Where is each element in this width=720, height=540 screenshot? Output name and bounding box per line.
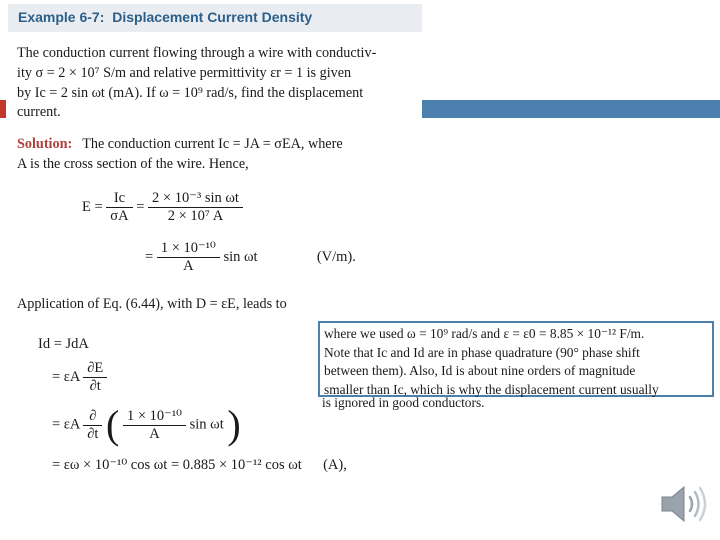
eq2-inner-den: A [123, 425, 186, 443]
solution-text-1: The conduction current Ic = JA = σEA, where [82, 136, 343, 152]
eq2-line3-pre: = εA [52, 416, 80, 433]
eq2-line4-units: (A), [323, 457, 347, 473]
equation-field-2 [145, 240, 356, 275]
right-paren: ) [227, 402, 241, 447]
eq1-units: (V/m). [316, 248, 356, 265]
left-paren: ( [106, 402, 120, 447]
eq2-partial-den: ∂t [83, 377, 107, 395]
note-line-4: smaller than Ic, which is why the displacement current usually [324, 381, 659, 397]
equation-field [82, 190, 243, 225]
eq1-f2-den: 2 × 10⁷ A [148, 207, 243, 225]
eq1-frac-1 [106, 190, 132, 225]
note-line-5: is ignored in good conductors. [322, 395, 485, 410]
eq1-lhs: E = [82, 198, 103, 215]
eq2-line4-text: = εω × 10⁻¹⁰ cos ωt = 0.885 × 10⁻¹² cos ωt [52, 457, 302, 473]
eq1-f1-num: Ic [113, 190, 126, 206]
problem-line-3: by Ic = 2 sin ωt (mA). If ω = 10⁹ rad/s, find the displacement [17, 85, 364, 101]
eq1-f2-num: 2 × 10⁻³ sin ωt [152, 190, 239, 206]
note-line-3: between them). Also, Id is about nine orders of magnitude [324, 363, 636, 378]
note-line-2: Note that Ic and Id are in phase quadrature (90° phase shift [324, 344, 640, 360]
eq1-frac-3 [157, 240, 220, 275]
solution-line-2: A is the cross section of the wire. Hence, [17, 156, 249, 172]
example-title [18, 9, 312, 25]
eq1-f3-den: A [157, 257, 220, 275]
eq2-inner-num: 1 × 10⁻¹⁰ [126, 407, 182, 424]
note-box [318, 321, 714, 397]
eq1-frac-2 [148, 190, 243, 225]
eq1-equals-2: = [145, 248, 154, 265]
eq2-inner-frac [123, 408, 186, 443]
eq2-line-2 [52, 360, 107, 395]
eq1-f3-num: 1 × 10⁻¹⁰ [160, 240, 216, 256]
problem-line-4: current. [17, 104, 61, 120]
eq2-derivative-frac [83, 408, 102, 443]
eq2-line-4 [52, 457, 347, 474]
solution-line-1 [17, 135, 343, 154]
eq2-partial-num: ∂E [87, 360, 104, 376]
problem-line-2: ity σ = 2 × 10⁷ S/m and relative permittivity εr = 1 is given [17, 65, 352, 81]
eq2-derivative-den: ∂t [83, 425, 102, 443]
speaker-icon[interactable] [658, 483, 710, 525]
solution-label: Solution: [17, 136, 73, 152]
note-line-1: where we used ω = 10⁹ rad/s and ε = ε0 = 8.85 × 10⁻¹² F/m. [324, 326, 645, 341]
eq2-partial-frac [83, 360, 107, 395]
eq2-line3-sin: sin ωt [189, 416, 224, 433]
example-heading: Displacement Current Density [112, 9, 313, 25]
example-label: Example 6-7: [18, 9, 105, 25]
slide-accent-rule [422, 100, 720, 118]
slide-accent-mark [0, 100, 6, 118]
eq2-line2-pre: = εA [52, 368, 80, 385]
eq1-f1-den: σA [106, 207, 132, 225]
application-text: Application of Eq. (6.44), with D = εE, leads to [17, 296, 287, 312]
eq2-line-1: Id = JdA [38, 336, 89, 352]
eq1-equals: = [136, 198, 145, 215]
eq2-line-3 [52, 402, 241, 447]
eq1-sin: sin ωt [223, 248, 258, 265]
problem-line-1: The conduction current flowing through a wire with conductiv- [17, 45, 377, 61]
eq2-derivative-num: ∂ [89, 407, 97, 424]
